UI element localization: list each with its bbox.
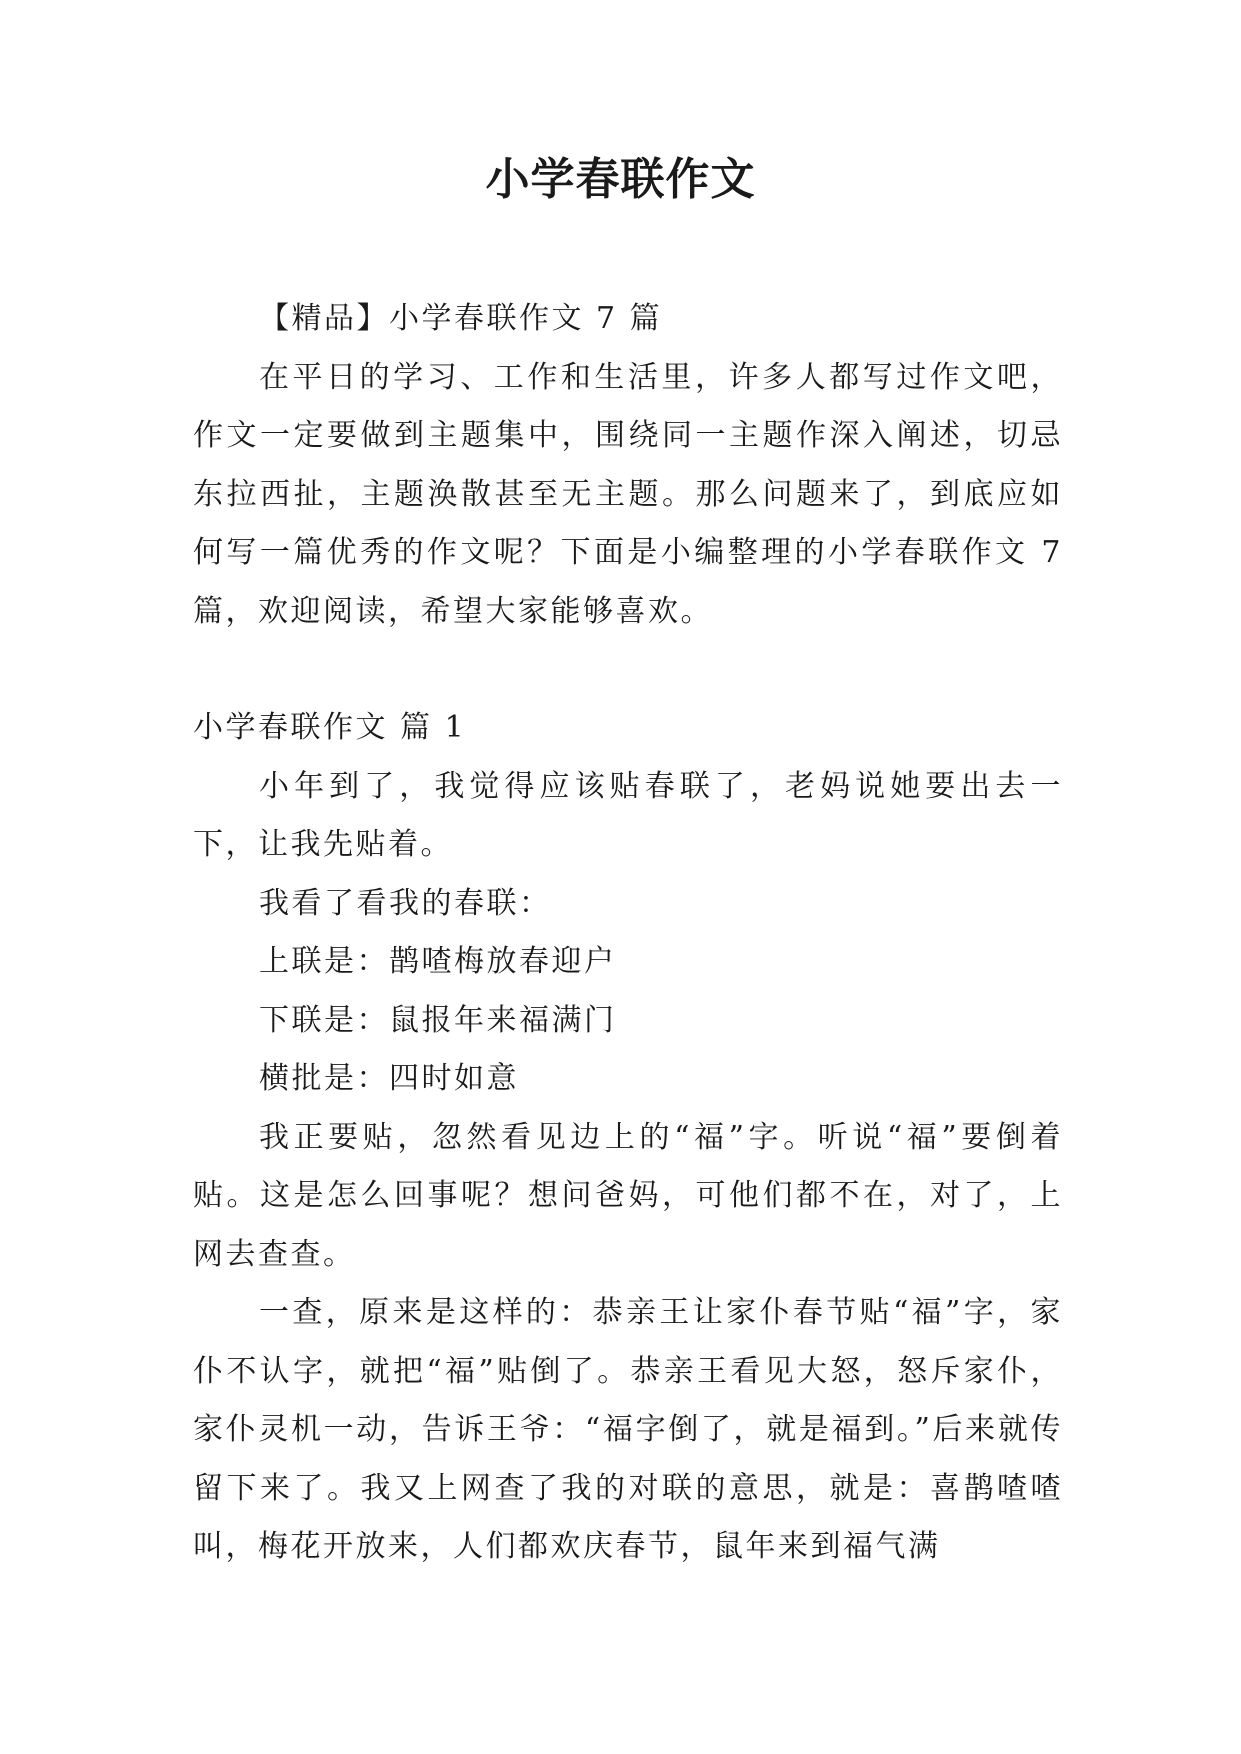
body-paragraph: 我看了看我的春联： <box>259 885 552 921</box>
section-gap <box>193 641 1063 699</box>
body-paragraph: 我正要贴，忽然看见边上的“福”字。听说“福”要倒着贴。这是怎么回事呢？想问爸妈，可他们都不在，对了，上网去查查。 <box>193 1119 1063 1272</box>
couplet-upper-line: 上联是：鹊喳梅放春迎户 <box>259 944 617 979</box>
body-paragraph: 一查，原来是这样的：恭亲王让家仆春节贴“福”字，家仆不认字，就把“福”贴倒了。恭亲王看见大怒，怒斥家仆，家仆灵机一动，告诉王爷：“福字倒了，就是福到。”后来就传留下来了。我又上网查了我的对联的意思，就是：喜鹊喳喳叫，梅花开放来，人们都欢庆春节，鼠年来到福气满 <box>193 1295 1063 1564</box>
section-heading: 小学春联作文 篇 1 <box>193 710 467 745</box>
couplet-horizontal-line: 横批是：四时如意 <box>259 1061 519 1096</box>
document-title: 小学春联作文 <box>485 154 756 205</box>
body-paragraph: 小年到了，我觉得应该贴春联了，老妈说她要出去一下，让我先贴着。 <box>193 768 1063 862</box>
couplet-lower-line: 下联是：鼠报年来福满门 <box>259 1002 617 1038</box>
intro-paragraph: 在平日的学习、工作和生活里，许多人都写过作文吧，作文一定要做到主题集中，围绕同一主题作深入阐述，切忌东拉西扯，主题涣散甚至无主题。那么问题来了，到底应如何写一篇优秀的作文呢？下面是小编整理的小学春联作文 7 篇，欢迎阅读，希望大家能够喜欢。 <box>193 359 1063 629</box>
subtitle-paragraph: 【精品】小学春联作文 7 篇 <box>259 301 663 336</box>
document-body <box>193 290 1063 1577</box>
